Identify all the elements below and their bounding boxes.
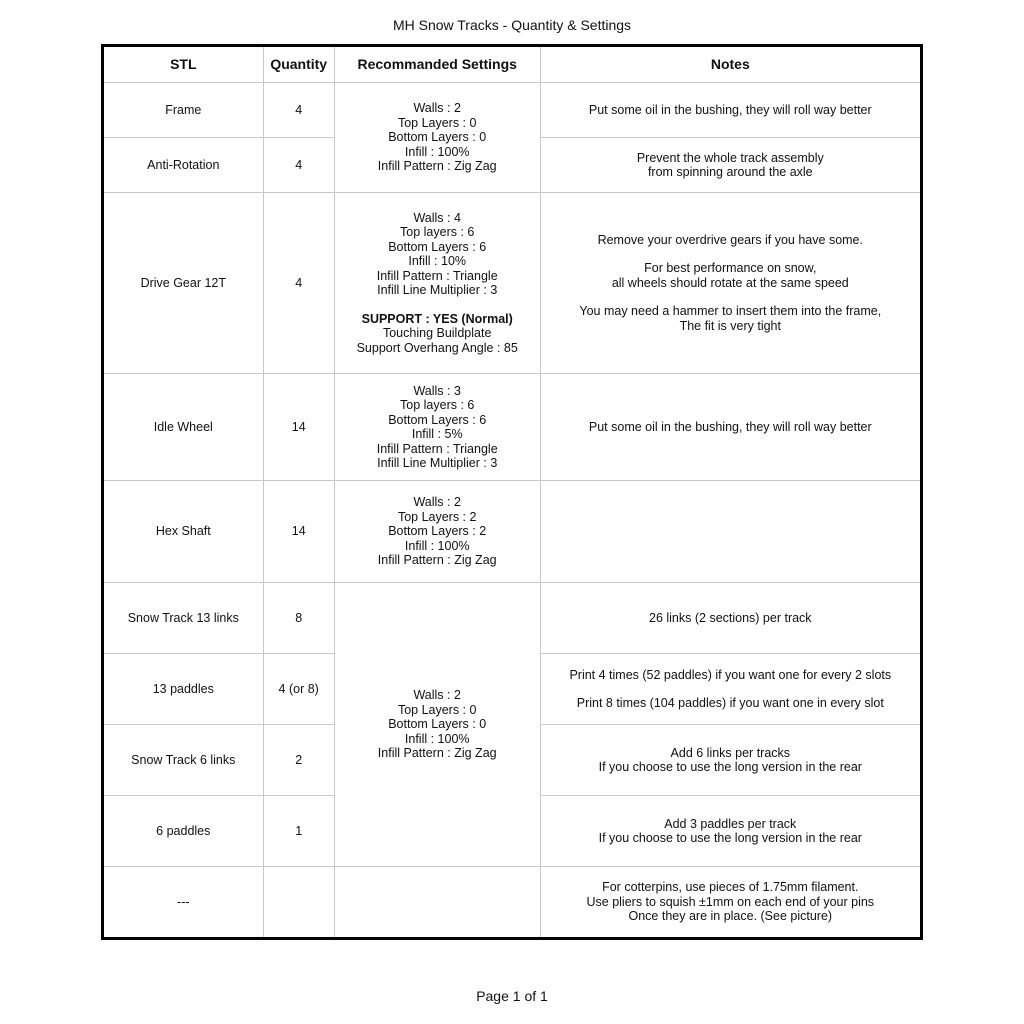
- stl-cell: Hex Shaft: [103, 481, 264, 583]
- table-row-misc: [103, 867, 922, 939]
- support-label: SUPPORT : YES (Normal): [361, 311, 513, 326]
- quantity-cell: 8: [263, 583, 334, 654]
- stl-cell: Drive Gear 12T: [103, 193, 264, 374]
- table-row-snow-track-13: [103, 583, 922, 654]
- quantity-cell: 2: [263, 725, 334, 796]
- notes-cell: Add 6 links per tracks If you choose to use the long version in the rear: [540, 725, 921, 796]
- settings-cell: Walls : 2 Top Layers : 0 Bottom Layers : 0 Infill : 100% Infill Pattern : Zig Zag: [334, 583, 540, 867]
- notes-cell: For cotterpins, use pieces of 1.75mm filament. Use pliers to squish ±1mm on each end of your pins Once they are in place. (See picture): [540, 867, 921, 939]
- stl-cell: Frame: [103, 83, 264, 138]
- notes-cell: Put some oil in the bushing, they will roll way better: [540, 83, 921, 138]
- stl-cell: Snow Track 13 links: [103, 583, 264, 654]
- header-row: [103, 46, 922, 83]
- page-footer: Page 1 of 1: [476, 988, 548, 1004]
- quantity-cell: 4: [263, 193, 334, 374]
- table-row-drive-gear: [103, 193, 922, 374]
- stl-cell: Idle Wheel: [103, 374, 264, 481]
- quantity-cell: 4: [263, 138, 334, 193]
- settings-cell: [334, 867, 540, 939]
- quantity-cell: 14: [263, 374, 334, 481]
- stl-cell: 13 paddles: [103, 654, 264, 725]
- settings-cell: Walls : 2 Top Layers : 0 Bottom Layers : 0 Infill : 100% Infill Pattern : Zig Zag: [334, 83, 540, 193]
- header-notes: Notes: [540, 46, 921, 83]
- header-stl: STL: [103, 46, 264, 83]
- settings-cell: Walls : 4 Top layers : 6 Bottom Layers : 6 Infill : 10% Infill Pattern : Triangle Infill Line Multiplier : 3 SUPPORT : YES (Normal) Touching Buildplate Support Overhang Angle : 85: [334, 193, 540, 374]
- header-settings: Recommanded Settings: [334, 46, 540, 83]
- document-title: MH Snow Tracks - Quantity & Settings: [392, 17, 632, 33]
- notes-cell: Remove your overdrive gears if you have some. For best performance on snow, all wheels should rotate at the same speed You may need a hammer to insert them into the frame, The fit is very tight: [540, 193, 921, 374]
- table-row-hex-shaft: [103, 481, 922, 583]
- notes-cell: Print 4 times (52 paddles) if you want one for every 2 slots Print 8 times (104 paddles) if you want one in every slot: [540, 654, 921, 725]
- quantity-cell: 4 (or 8): [263, 654, 334, 725]
- notes-cell: Prevent the whole track assembly from spinning around the axle: [540, 138, 921, 193]
- stl-cell: ---: [103, 867, 264, 939]
- notes-cell: Add 3 paddles per track If you choose to use the long version in the rear: [540, 796, 921, 867]
- quantity-cell: 14: [263, 481, 334, 583]
- table-row-idle-wheel: [103, 374, 922, 481]
- notes-cell: 26 links (2 sections) per track: [540, 583, 921, 654]
- quantity-cell: 1: [263, 796, 334, 867]
- stl-cell: Anti-Rotation: [103, 138, 264, 193]
- stl-cell: Snow Track 6 links: [103, 725, 264, 796]
- quantity-cell: [263, 867, 334, 939]
- settings-cell: Walls : 3 Top layers : 6 Bottom Layers : 6 Infill : 5% Infill Pattern : Triangle Infill Line Multiplier : 3: [334, 374, 540, 481]
- settings-table: [101, 44, 923, 940]
- settings-cell: Walls : 2 Top Layers : 2 Bottom Layers : 2 Infill : 100% Infill Pattern : Zig Zag: [334, 481, 540, 583]
- table-row-frame: [103, 83, 922, 138]
- header-quantity: Quantity: [263, 46, 334, 83]
- quantity-cell: 4: [263, 83, 334, 138]
- notes-cell: [540, 481, 921, 583]
- notes-cell: Put some oil in the bushing, they will roll way better: [540, 374, 921, 481]
- stl-cell: 6 paddles: [103, 796, 264, 867]
